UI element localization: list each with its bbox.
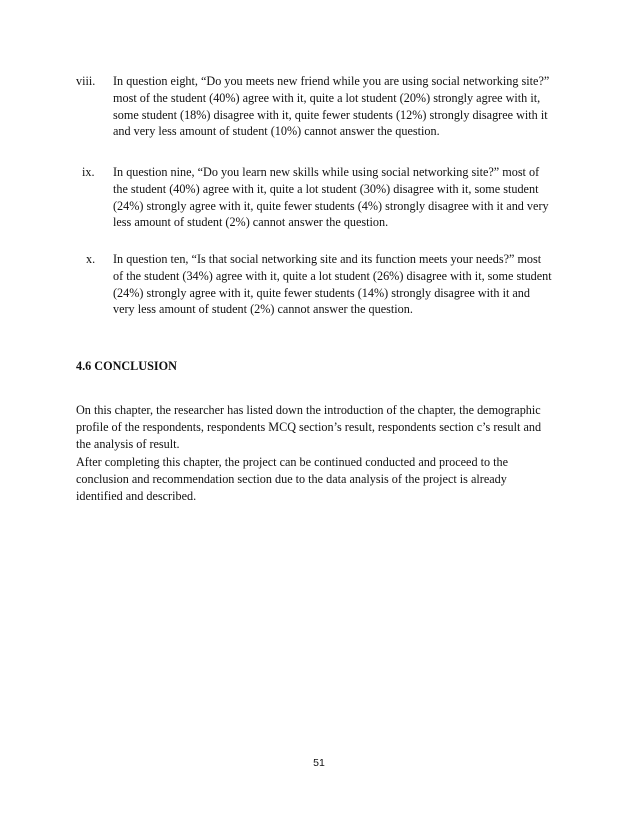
paragraph — [76, 402, 576, 452]
text-line: conclusion and recommendation section due to the data analysis of the project is already — [76, 471, 507, 486]
text-line: On this chapter, the researcher has listed down the introduction of the chapter, the demographic — [76, 403, 541, 417]
text-line: (24%) strongly agree with it, quite fewer students (14%) strongly disagree with it and — [113, 285, 530, 300]
list-item-text — [113, 251, 583, 318]
text-line: some student (18%) disagree with it, quite fewer students (12%) strongly disagree with it — [113, 107, 548, 122]
text-line: the student (40%) agree with it, quite a lot student (30%) disagree with it, some student — [113, 181, 539, 196]
list-item-text — [113, 73, 583, 140]
list-item-number: x. — [86, 252, 96, 266]
list-item-number: viii. — [76, 74, 96, 88]
text-line: In question ten, “Is that social networking site and its function meets your needs?” most — [113, 252, 542, 266]
page-number: 51 — [313, 757, 325, 769]
list-item-number: ix. — [82, 165, 95, 179]
text-line: less amount of student (2%) cannot answer the question. — [113, 215, 389, 230]
text-line: In question eight, “Do you meets new friend while you are using social networking site?” — [113, 74, 550, 88]
text-line: (24%) strongly agree with it, quite fewer students (4%) strongly disagree with it and very — [113, 198, 549, 213]
text-line: most of the student (40%) agree with it, quite a lot student (20%) strongly agree with it, — [113, 90, 541, 105]
text-line: profile of the respondents, respondents MCQ section’s result, respondents section c’s result and — [76, 419, 542, 434]
text-line: the analysis of result. — [76, 436, 180, 451]
list-item-text — [113, 164, 583, 231]
text-line: of the student (34%) agree with it, quite a lot student (26%) disagree with it, some student — [113, 268, 552, 283]
text-line: very less amount of student (2%) cannot answer the question. — [113, 302, 413, 317]
section-heading: 4.6 CONCLUSION — [76, 359, 177, 373]
paragraph — [76, 454, 576, 504]
text-line: identified and described. — [76, 488, 197, 503]
text-line: and very less amount of student (10%) cannot answer the question. — [113, 124, 440, 139]
text-line: In question nine, “Do you learn new skills while using social networking site?” most of — [113, 165, 540, 179]
text-line: After completing this chapter, the project can be continued conducted and proceed to the — [76, 455, 509, 469]
